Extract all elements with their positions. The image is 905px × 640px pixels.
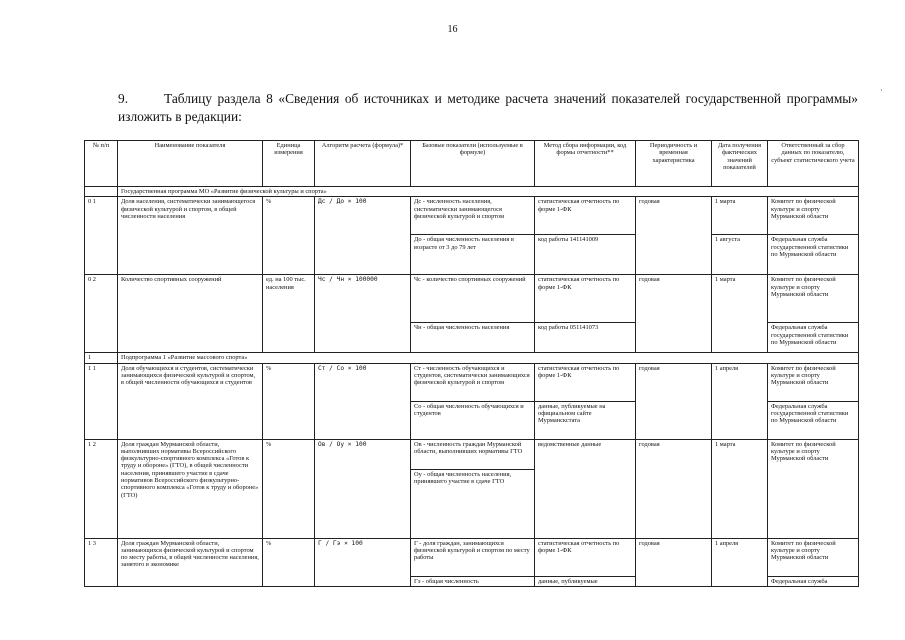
base-indicator: Со - общая численность обучающихся и студентов — [411, 401, 535, 439]
row-num: 0 2 — [85, 275, 118, 353]
base-indicator: До - общая численность населения в возрасте от 3 до 79 лет — [411, 235, 535, 275]
row-num: 1 3 — [85, 538, 118, 586]
indicators-table — [84, 140, 859, 587]
formula: Г / Гэ × 100 — [315, 538, 411, 586]
base-indicator: Чс - количество спортивных сооружений — [411, 275, 535, 323]
date: 1 марта — [712, 275, 768, 353]
section-sub-num: 1 — [85, 353, 118, 363]
unit: % — [263, 439, 315, 538]
table-row — [85, 363, 859, 401]
base-indicator: Чн - общая численность населения — [411, 323, 535, 353]
responsible: Федеральная служба государственной статистики по Мурманской области — [768, 323, 859, 353]
periodicity: годовая — [636, 275, 712, 353]
method: код работы 141141009 — [535, 235, 636, 275]
page-number: 16 — [447, 24, 458, 35]
unit: % — [263, 538, 315, 586]
responsible: Комитет по физической культуре и спорту Мурманской области — [768, 439, 859, 538]
section-row-subprogram — [85, 353, 859, 363]
base-indicator: Ст - численность обучающихся и студентов, систематически занимающихся физической культурой и спортом — [411, 363, 535, 401]
table-row — [85, 197, 859, 235]
responsible: Федеральная служба государственной статистики по Мурманской области — [768, 401, 859, 439]
base-indicator: Оу - общая численность населения, принявшего участие в сдаче ГТО — [411, 469, 535, 538]
section-program-title: Государственная программа МО «Развитие физической культуры и спорта» — [118, 187, 859, 197]
method: статистическая отчетность по форме 1-ФК — [535, 538, 636, 576]
section-heading — [118, 90, 858, 126]
scan-speck: · — [880, 86, 883, 95]
periodicity: годовая — [636, 363, 712, 439]
method: статистическая отчетность по форме 1-ФК — [535, 275, 636, 323]
col-header-name: Наименование показателя — [118, 141, 263, 187]
indicator-name: Доля обучающихся и студентов, систематически занимающихся физической культурой и спортом, в общей численности обучающихся и студентов — [118, 363, 263, 439]
table-row — [85, 538, 859, 576]
indicator-name: Количество спортивных сооружений — [118, 275, 263, 353]
base-indicator: Гэ - общая численность — [411, 576, 535, 586]
date: 1 августа — [712, 235, 768, 275]
date: 1 апреля — [712, 363, 768, 439]
row-num: 1 1 — [85, 363, 118, 439]
table-row — [85, 275, 859, 323]
heading-text: Таблицу раздела 8 «Сведения об источниках и методике расчета значений показателей государственной программы» изложить в редакции: — [118, 91, 858, 124]
col-header-unit: Единица измерения — [263, 141, 315, 187]
periodicity: годовая — [636, 538, 712, 586]
heading-number: 9. — [118, 91, 129, 106]
responsible: Комитет по физической культуре и спорту Мурманской области — [768, 197, 859, 235]
responsible: Комитет по физической культуре и спорту Мурманской области — [768, 538, 859, 576]
formula: Ст / Со × 100 — [315, 363, 411, 439]
indicator-name: Доля населения, систематически занимающегося физической культурой и спортом, в общей численности населения — [118, 197, 263, 275]
base-indicator: Ов - численность граждан Мурманской области, выполнивших нормативы ГТО — [411, 439, 535, 469]
col-header-responsible: Ответственный за сбор данных по показателю, субъект статистического учета — [768, 141, 859, 187]
method: код работы 051141073 — [535, 323, 636, 353]
indicator-name: Доля граждан Мурманской области, выполнивших нормативы Всероссийского физкультурно-спортивного комплекса «Готов к труду и обороне» (ГТО), в общей численности населения, принявшего участие в сдаче нормативов Всероссийского физкультурно-спортивного комплекса «Готов к труду и обороне» (ГТО) — [118, 439, 263, 538]
method: данные, публикуемые — [535, 576, 636, 586]
responsible: Федеральная служба государственной статистики по Мурманской области — [768, 235, 859, 275]
section-row-program — [85, 187, 859, 197]
date: 1 апреля — [712, 538, 768, 586]
date: 1 марта — [712, 439, 768, 538]
responsible: Комитет по физической культуре и спорту Мурманской области — [768, 275, 859, 323]
col-header-base: Базовые показатели (используемые в формуле) — [411, 141, 535, 187]
formula: Чс / Чн × 100000 — [315, 275, 411, 353]
responsible: Комитет по физической культуре и спорту Мурманской области — [768, 363, 859, 401]
date: 1 марта — [712, 197, 768, 235]
periodicity: годовая — [636, 197, 712, 275]
col-header-num: № п/п — [85, 141, 118, 187]
method: статистическая отчетность по форме 1-ФК — [535, 363, 636, 401]
method: данные, публикуемые на официальном сайте Мурманскстата — [535, 401, 636, 439]
row-num: 1 2 — [85, 439, 118, 538]
unit: % — [263, 363, 315, 439]
formula: Дс / До × 100 — [315, 197, 411, 275]
method: ведомственные данные — [535, 439, 636, 538]
base-indicator: Г - доля граждан, занимающихся физической культурой и спортом по месту работы — [411, 538, 535, 576]
section-sub-title: Подпрограмма 1 «Развитие массового спорта» — [118, 353, 859, 363]
unit: % — [263, 197, 315, 275]
formula: Ов / Оу × 100 — [315, 439, 411, 538]
base-indicator: Дс - численность населения, систематически занимающегося физической культурой и спортом — [411, 197, 535, 235]
col-header-formula: Алгоритм расчета (формула)* — [315, 141, 411, 187]
unit: ед. на 100 тыс. населения — [263, 275, 315, 353]
col-header-period: Периодичность и временная характеристика — [636, 141, 712, 187]
col-header-date: Дата получения фактических значений показателей — [712, 141, 768, 187]
row-num: 0 1 — [85, 197, 118, 275]
periodicity: годовая — [636, 439, 712, 538]
header-row — [85, 141, 859, 187]
indicator-name: Доля граждан Мурманской области, занимающихся физической культурой и спортом по месту работы, в общей численности населения, занятого в экономике — [118, 538, 263, 586]
col-header-method: Метод сбора информации, код формы отчетности** — [535, 141, 636, 187]
responsible: Федеральная служба — [768, 576, 859, 586]
method: статистическая отчетность по форме 1-ФК — [535, 197, 636, 235]
table-row — [85, 439, 859, 469]
